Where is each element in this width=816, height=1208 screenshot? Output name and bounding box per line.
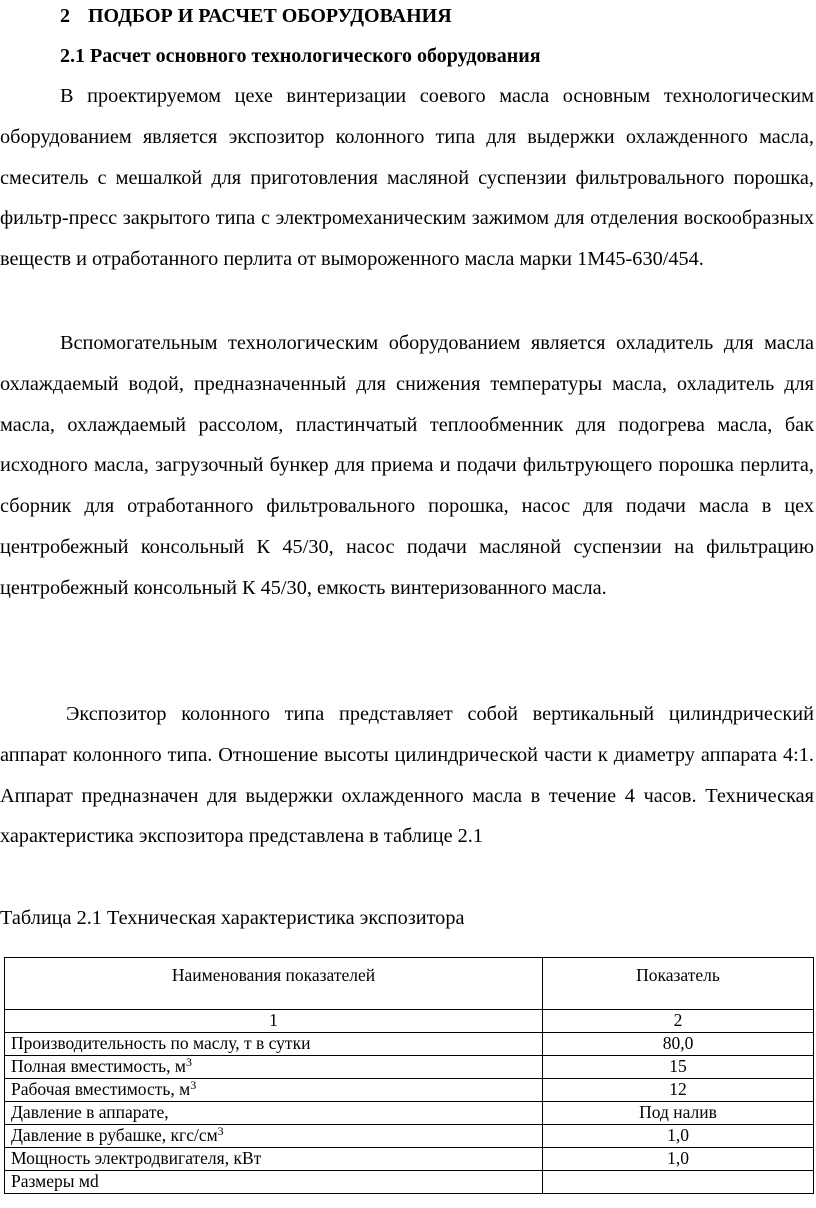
spec-table <box>4 957 814 1194</box>
column-number-1: 1 <box>5 1010 543 1033</box>
row-value: 1,0 <box>543 1148 814 1171</box>
row-name: Мощность электродвигателя, кВт <box>5 1148 543 1171</box>
row-name: Полная вместимость, $м^3$ <box>5 1056 543 1079</box>
row-value <box>543 1171 814 1194</box>
paragraph-main-equipment: В проектируемом цехе винтеризации соевого масла основным технологическим оборудованием является экспозитор колонного типа для выдержки охлажденного масла, смеситель с мешалкой для приготовления масляной суспензии фильтровального порошка, фильтр-пресс закрытого типа с электромеханическим зажимом для отделения воскообразных веществ и отработанного перлита от вымороженного масла марки 1М45-630/454. <box>0 85 814 271</box>
table-header-row <box>5 958 814 1010</box>
table-row <box>5 1148 814 1171</box>
row-name: Рабочая вместимость, $м^3$ <box>5 1079 543 1102</box>
section-title: ПОДБОР И РАСЧЕТ ОБОРУДОВАНИЯ <box>88 5 452 27</box>
row-value: 1,0 <box>543 1125 814 1148</box>
table-header-name: Наименования показателей <box>5 958 543 1010</box>
row-name: Производительность по маслу, т в сутки <box>5 1033 543 1056</box>
table-row <box>5 1056 814 1079</box>
row-name: Давление в аппарате, <box>5 1102 543 1125</box>
subsection-heading: 2.1 Расчет основного технологического оборудования <box>60 45 541 67</box>
row-value: 12 <box>543 1079 814 1102</box>
paragraph-expositor-description: Экспозитор колонного типа представляет собой вертикальный цилиндрический аппарат колонного типа. Отношение высоты цилиндрической части к диаметру аппарата 4:1. Аппарат предназначен для выдержки охлажденного масла в течение 4 часов. Техническая характеристика экспозитора представлена в таблице 2.1 <box>0 703 814 848</box>
table-header-value: Показатель <box>543 958 814 1010</box>
table-row <box>5 1102 814 1125</box>
table-caption: Таблица 2.1 Техническая характеристика экспозитора <box>0 907 465 929</box>
row-name: Размеры мd <box>5 1171 543 1194</box>
row-value: Под налив <box>543 1102 814 1125</box>
row-value: 15 <box>543 1056 814 1079</box>
column-number-2: 2 <box>543 1010 814 1033</box>
row-name: Давление в рубашке, кгс/$см^3$ <box>5 1125 543 1148</box>
row-value: 80,0 <box>543 1033 814 1056</box>
table-row <box>5 1171 814 1194</box>
section-number: 2 <box>60 5 70 27</box>
section-heading <box>60 3 452 29</box>
table-row <box>5 1079 814 1102</box>
table-column-number-row <box>5 1010 814 1033</box>
table-row <box>5 1125 814 1148</box>
paragraph-auxiliary-equipment: Вспомогательным технологическим оборудованием является охладитель для масла охлаждаемый водой, предназначенный для снижения температуры масла, охладитель для масла, охлаждаемый рассолом, пластинчатый теплообменник для подогрева масла, бак исходного масла, загрузочный бункер для приема и подачи фильтрующего порошка перлита, сборник для отработанного фильтровального порошка, насос для подачи масла в цех центробежный консольный К 45/30, насос подачи масляной суспензии на фильтрацию центробежный консольный К 45/30, емкость винтеризованного масла. <box>0 332 814 599</box>
table-row <box>5 1033 814 1056</box>
